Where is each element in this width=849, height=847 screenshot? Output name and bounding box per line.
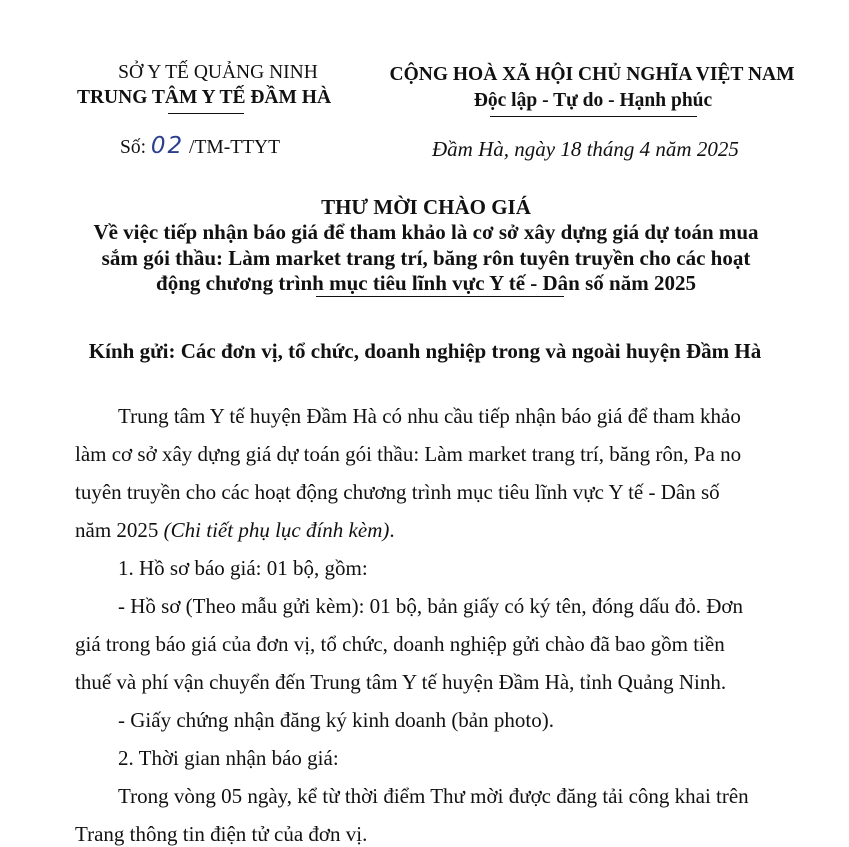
item-1a-line-3: thuế và phí vận chuyển đến Trung tâm Y tế huyện Đầm Hà, tỉnh Quảng Ninh. [75, 670, 727, 694]
doc-number-handwritten: 02 [150, 133, 185, 159]
subject-line-2: sắm gói thầu: Làm market trang trí, băng rôn tuyên truyền cho các hoạt [101, 246, 751, 270]
p1-line-4-text: năm 2025 [75, 518, 164, 542]
unit-underline [168, 113, 244, 114]
subject-line-3: động chương trình mục tiêu lĩnh vực Y tế - Dân số năm 2025 [156, 271, 696, 295]
item-2-line-2: Trang thông tin điện tử của đơn vị. [75, 822, 368, 846]
p1-line-1: Trung tâm Y tế huyện Đầm Hà có nhu cầu tiếp nhận báo giá để tham khảo [118, 404, 741, 428]
doc-number-label: Số: [120, 137, 147, 158]
p1-line-4 [75, 518, 395, 543]
doc-number-suffix: /TM-TTYT [189, 137, 281, 158]
item-1a-line-1: - Hồ sơ (Theo mẫu gửi kèm): 01 bộ, bản giấy có ký tên, đóng dấu đỏ. Đơn [118, 594, 743, 618]
item-2-heading: 2. Thời gian nhận báo giá: [118, 746, 339, 770]
doc-number [120, 133, 280, 159]
item-2-line-1: Trong vòng 05 ngày, kể từ thời điểm Thư mời được đăng tải công khai trên [118, 784, 749, 808]
subject-line-1: Về việc tiếp nhận báo giá để tham khảo là cơ sở xây dựng giá dự toán mua [93, 220, 759, 244]
item-1b: - Giấy chứng nhận đăng ký kinh doanh (bản photo). [118, 708, 554, 732]
item-1-heading: 1. Hồ sơ báo giá: 01 bộ, gồm: [118, 556, 368, 580]
appendix-note: (Chi tiết phụ lục đính kèm) [163, 518, 390, 542]
p1-period: . [389, 518, 395, 542]
unit-name: TRUNG TÂM Y TẾ ĐẦM HÀ [76, 87, 332, 108]
motto-underline [490, 116, 697, 117]
national-motto: Độc lập - Tự do - Hạnh phúc [473, 90, 713, 111]
subject-underline [316, 296, 564, 297]
national-title: CỘNG HOÀ XÃ HỘI CHỦ NGHĨA VIỆT NAM [389, 64, 795, 85]
agency-name: SỞ Y TẾ QUẢNG NINH [118, 62, 318, 83]
p1-line-3: tuyên truyền cho các hoạt động chương trình mục tiêu lĩnh vực Y tế - Dân số [75, 480, 720, 504]
p1-line-2: làm cơ sở xây dựng giá dự toán gói thầu: Làm market trang trí, băng rôn, Pa no [75, 442, 742, 466]
place-date: Đầm Hà, ngày 18 tháng 4 năm 2025 [432, 137, 739, 161]
recipient-line: Kính gửi: Các đơn vị, tổ chức, doanh nghiệp trong và ngoài huyện Đầm Hà [88, 339, 762, 363]
item-1a-line-2: giá trong báo giá của đơn vị, tổ chức, doanh nghiệp gửi chào đã bao gồm tiền [75, 632, 725, 656]
letter-title: THƯ MỜI CHÀO GIÁ [321, 195, 531, 219]
